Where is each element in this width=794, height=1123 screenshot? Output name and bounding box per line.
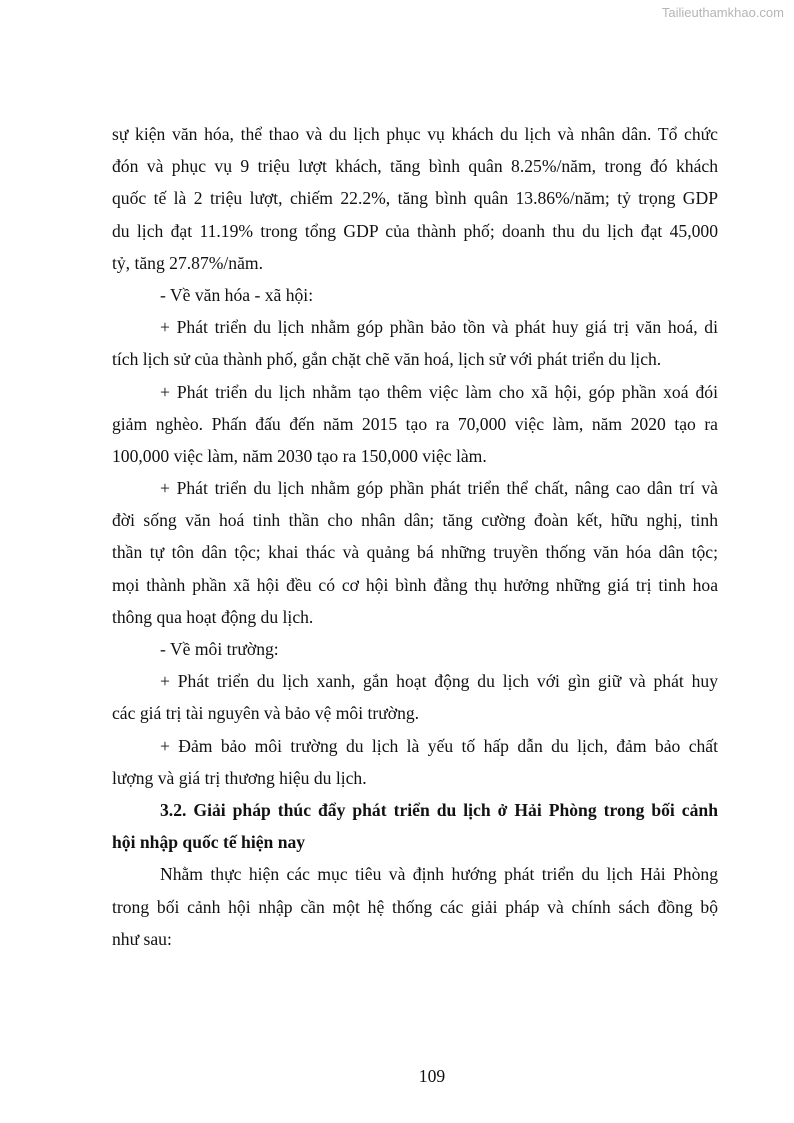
text-line: giảm nghèo. Phấn đấu đến năm 2015 tạo ra 70,000 việc làm, năm 2020 tạo ra [112, 413, 718, 434]
text-line: như sau: [112, 928, 172, 949]
paragraph [112, 633, 718, 665]
paragraph [112, 730, 718, 794]
text-line: đời sống văn hoá tinh thần cho nhân dân; tăng cường đoàn kết, hữu nghị, tinh [112, 510, 718, 531]
paragraph [112, 858, 718, 955]
text-line: lượng và giá trị thương hiệu du lịch. [112, 767, 367, 788]
text-line: thông qua hoạt động du lịch. [112, 606, 314, 627]
text-line: + Phát triển du lịch nhằm tạo thêm việc làm cho xã hội, góp phần xoá đói [160, 381, 718, 402]
text-line: Nhằm thực hiện các mục tiêu và định hướng phát triển du lịch Hải Phòng [160, 864, 718, 885]
text-line: tích lịch sử của thành phố, gắn chặt chẽ văn hoá, lịch sử với phát triển du lịch. [112, 349, 662, 370]
text-line: du lịch đạt 11.19% trong tổng GDP của thành phố; doanh thu du lịch đạt 45,000 [112, 220, 718, 241]
text-line: trong bối cảnh hội nhập cần một hệ thống các giải pháp và chính sách đồng bộ [112, 896, 718, 917]
paragraph [112, 665, 718, 729]
text-line: quốc tế là 2 triệu lượt, chiếm 22.2%, tăng bình quân 13.86%/năm; tỷ trọng GDP [112, 188, 718, 209]
text-line: thần tự tôn dân tộc; khai thác và quảng bá những truyền thống văn hóa dân tộc; [112, 542, 718, 563]
text-line: các giá trị tài nguyên và bảo vệ môi trường. [112, 703, 420, 724]
text-line: sự kiện văn hóa, thể thao và du lịch phục vụ khách du lịch và nhân dân. Tổ chức [112, 124, 718, 144]
paragraph [112, 118, 718, 279]
paragraph [112, 311, 718, 375]
text-line: + Phát triển du lịch xanh, gắn hoạt động du lịch với gìn giữ và phát huy [160, 671, 718, 692]
text-line: - Về văn hóa - xã hội: [160, 284, 314, 305]
paragraph [112, 472, 718, 633]
text-line: + Đảm bảo môi trường du lịch là yếu tố hấp dẫn du lịch, đảm bảo chất [160, 735, 718, 756]
text-line: + Phát triển du lịch nhằm góp phần phát triển thể chất, nâng cao dân trí và [160, 478, 718, 499]
text-line: mọi thành phần xã hội đều có cơ hội bình đẳng thụ hưởng những giá trị tinh hoa [112, 574, 718, 595]
text-line: tỷ, tăng 27.87%/năm. [112, 252, 263, 273]
text-line: 3.2. Giải pháp thúc đẩy phát triển du lịch ở Hải Phòng trong bối cảnh [160, 799, 718, 820]
document-body [112, 118, 718, 955]
section-heading [112, 794, 718, 858]
text-line: 100,000 việc làm, năm 2030 tạo ra 150,000 việc làm. [112, 445, 487, 466]
watermark: Tailieuthamkhao.com [661, 5, 784, 20]
text-line: hội nhập quốc tế hiện nay [112, 832, 306, 853]
paragraph [112, 279, 718, 311]
page-number: 109 [418, 1066, 446, 1086]
paragraph [112, 376, 718, 473]
text-line: đón và phục vụ 9 triệu lượt khách, tăng bình quân 8.25%/năm, trong đó khách [112, 156, 718, 177]
text-line: + Phát triển du lịch nhằm góp phần bảo tồn và phát huy giá trị văn hoá, di [160, 317, 718, 338]
text-line: - Về môi trường: [160, 639, 279, 659]
